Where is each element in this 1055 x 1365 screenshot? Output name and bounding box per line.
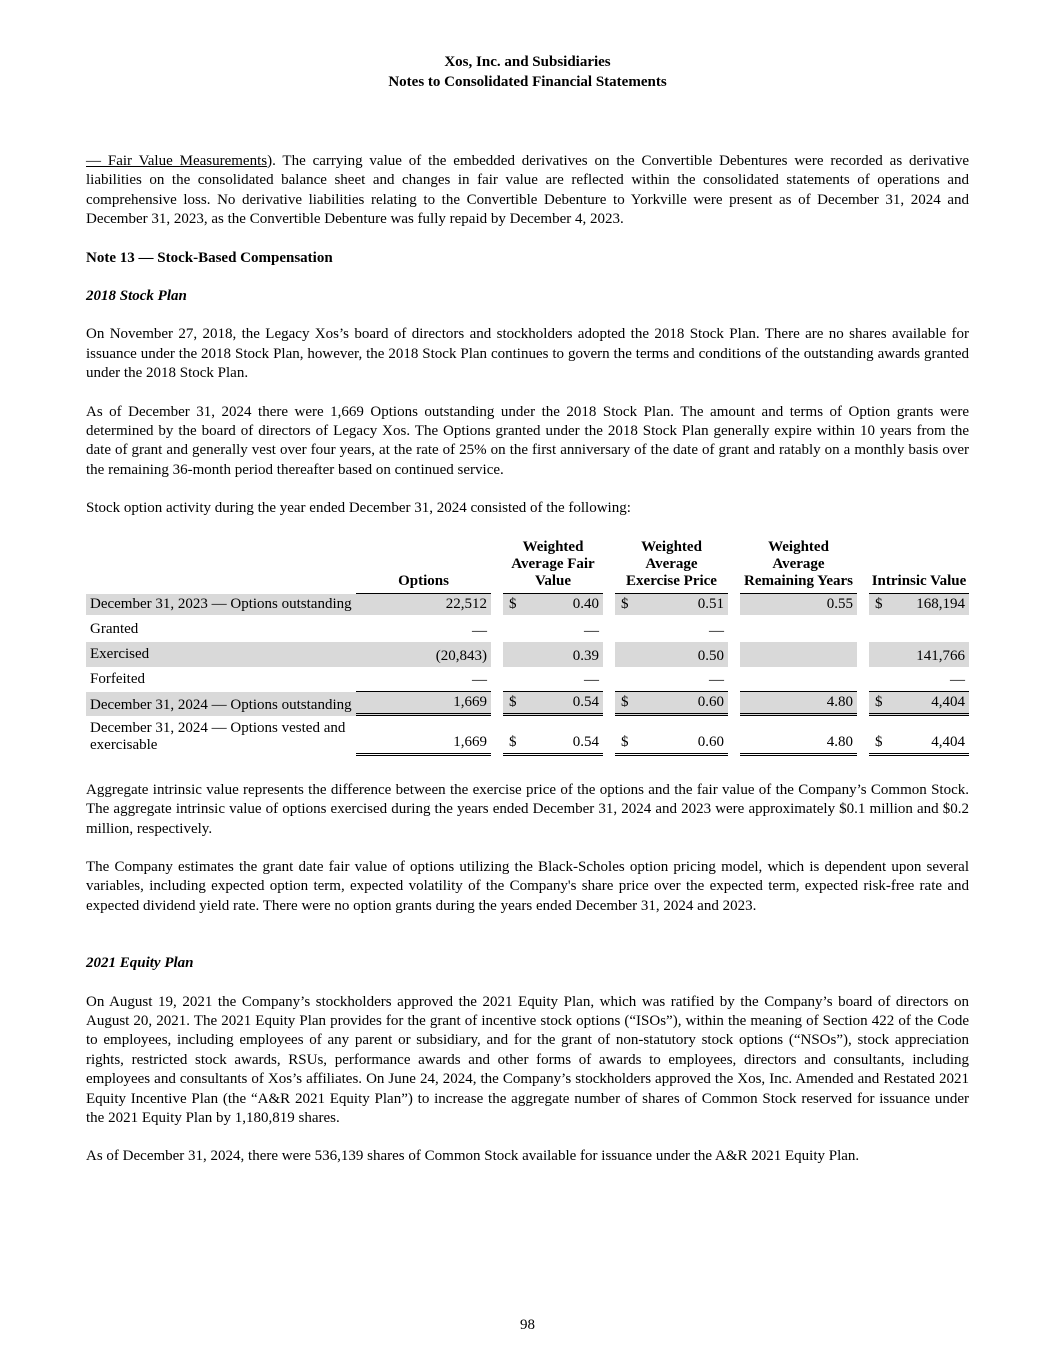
cell-remaining-years bbox=[740, 667, 857, 692]
cell-options: 1,669 bbox=[356, 692, 491, 716]
cell-intrinsic-value bbox=[891, 615, 969, 642]
cell-options: — bbox=[472, 622, 487, 639]
cell-exercise-price: 0.50 bbox=[637, 642, 728, 667]
cell-options: 1,669 bbox=[356, 716, 491, 756]
table-row bbox=[86, 692, 969, 716]
cell-currency: $ bbox=[869, 692, 891, 716]
cell-currency: $ bbox=[869, 716, 891, 756]
row-label: Exercised bbox=[86, 642, 356, 667]
cell-remaining-years bbox=[740, 642, 857, 667]
header-intrinsic-value: Intrinsic Value bbox=[869, 539, 969, 594]
row-label: Granted bbox=[90, 620, 139, 637]
plan-2021-heading: 2021 Equity Plan bbox=[86, 955, 194, 972]
cell-remaining-years: 4.80 bbox=[740, 716, 857, 756]
plan-2018-paragraph-1: On November 27, 2018, the Legacy Xos’s board of directors and stockholders adopted the 2018 Stock Plan. There are no shares available for issuance under the 2018 Stock Plan, however, the 2018 Stock Plan continues to govern the terms and conditions of the outstanding awards granted under the 2018 Stock Plan. bbox=[86, 326, 969, 382]
cell-currency: $ bbox=[615, 594, 637, 615]
cell-fair-value: 0.54 bbox=[525, 716, 603, 756]
cell-currency: $ bbox=[869, 594, 891, 615]
header-fair-value: Weighted Average Fair Value bbox=[503, 539, 603, 594]
plan-2021-paragraph-2: As of December 31, 2024, there were 536,139 shares of Common Stock available for issuance under the A&R 2021 Equity Plan. bbox=[86, 1148, 860, 1165]
cell-currency: $ bbox=[503, 692, 525, 716]
cell-exercise-price: — bbox=[637, 667, 728, 692]
table-row bbox=[86, 642, 969, 667]
cell-currency: $ bbox=[503, 716, 525, 756]
cell-fair-value: 0.39 bbox=[525, 642, 603, 667]
cell-currency: $ bbox=[503, 594, 525, 615]
cell-intrinsic-value: 168,194 bbox=[891, 594, 969, 615]
header-subtitle: Notes to Consolidated Financial Statements bbox=[388, 74, 667, 90]
cell-intrinsic-value: 4,404 bbox=[891, 716, 969, 756]
row-label: December 31, 2024 — Options outstanding bbox=[86, 692, 356, 716]
header-exercise-price: Weighted Average Exercise Price bbox=[615, 539, 728, 594]
cell-fair-value: 0.40 bbox=[525, 594, 603, 615]
cell-exercise-price: 0.51 bbox=[637, 594, 728, 615]
cell-currency: $ bbox=[615, 692, 637, 716]
cell-intrinsic-value: 4,404 bbox=[891, 692, 969, 716]
cell-remaining-years: 0.55 bbox=[740, 594, 857, 615]
note-heading: Note 13 — Stock-Based Compensation bbox=[86, 249, 333, 266]
cell-currency: $ bbox=[615, 716, 637, 756]
plan-2018-heading: 2018 Stock Plan bbox=[86, 288, 187, 305]
fair-value-link[interactable]: — Fair Value Measurements bbox=[86, 153, 268, 169]
cell-options: (20,843) bbox=[356, 642, 491, 667]
document-body bbox=[86, 152, 969, 1167]
aggregate-intrinsic-paragraph: Aggregate intrinsic value represents the difference between the exercise price of the options and the fair value of the Company’s Common Stock. The aggregate intrinsic value of options exercised during the years ended December 31, 2024 and 2023 were approximately $0.1 million and $0.2 million, respectively. bbox=[86, 781, 969, 837]
cell-fair-value: — bbox=[525, 667, 603, 692]
cell-options: 22,512 bbox=[356, 594, 491, 615]
header-remaining-years: Weighted Average Remaining Years bbox=[740, 539, 857, 594]
cell-fair-value: — bbox=[584, 622, 599, 639]
intro-paragraph bbox=[86, 152, 969, 230]
plan-2021-paragraph-1: On August 19, 2021 the Company’s stockholders approved the 2021 Equity Plan, which was ratified by the Company’s board of directors on August 20, 2021. The 2021 Equity Plan provides for the grant of incentive stock options (“ISOs”), within the meaning of Section 422 of the Code to employees, including employees of any parent or subsidiary, and for the grant of non-statutory stock options (“NSOs”), stock appreciation rights, restricted stock awards, RSUs, performance awards and other forms of awards to employees, directors and consultants, including employees and consultants of Xos’s affiliates. On June 24, 2024, the Company’s stockholders approved the Xos, Inc. Amended and Restated 2021 Equity Incentive Plan (the “A&R 2021 Equity Plan”) to increase the aggregate number of shares of Common Stock reserved for issuance under the 2021 Equity Plan by 1,180,819 shares. bbox=[86, 993, 969, 1126]
cell-fair-value: 0.54 bbox=[525, 692, 603, 716]
plan-2018-paragraph-2: As of December 31, 2024 there were 1,669 Options outstanding under the 2018 Stock Plan. The amount and terms of Option grants were determined by the board of directors of Legacy Xos. The Options granted under the 2018 Stock Plan generally expire within 10 years from the date of grant and generally vest over four years, at the rate of 25% on the first anniversary of the date of grant and ratably on a monthly basis over the remaining 36-month period thereafter based on continued service. bbox=[86, 403, 969, 478]
table-row bbox=[86, 716, 969, 756]
cell-intrinsic-value: 141,766 bbox=[891, 642, 969, 667]
table-row bbox=[86, 615, 969, 642]
cell-exercise-price: 0.60 bbox=[637, 716, 728, 756]
cell-intrinsic-value: — bbox=[891, 667, 969, 692]
table-row bbox=[86, 667, 969, 692]
row-label: Forfeited bbox=[90, 670, 145, 687]
row-label: December 31, 2023 — Options outstanding bbox=[86, 594, 356, 615]
plan-2018-paragraph-3: Stock option activity during the year ended December 31, 2024 consisted of the following: bbox=[86, 500, 631, 517]
intro-text: ). The carrying value of the embedded derivatives on the Convertible Debentures were recorded as derivative liabilities on the consolidated balance sheet and changes in fair value are reflected within the consolidated statements of operations and comprehensive loss. No derivative liabilities relating to the Convertible Debenture to Yorkville were present as of December 31, 2024 and December 31, 2023, as the Convertible Debenture was fully repaid by December 4, 2023. bbox=[86, 153, 969, 228]
row-label: December 31, 2024 — Options vested and exercisable bbox=[90, 719, 346, 753]
cell-exercise-price: 0.60 bbox=[637, 692, 728, 716]
header-options: Options bbox=[356, 539, 491, 594]
stock-option-table bbox=[86, 539, 969, 756]
cell-options: — bbox=[356, 667, 491, 692]
black-scholes-paragraph: The Company estimates the grant date fair value of options utilizing the Black-Scholes option pricing model, which is dependent upon several variables, including expected option term, expected volatility of the Company's share price over the expected term, expected risk-free rate and expected dividend yield rate. There were no option grants during the years ended December 31, 2024 and 2023. bbox=[86, 858, 969, 914]
page-number: 98 bbox=[520, 1317, 535, 1333]
cell-remaining-years bbox=[740, 615, 857, 642]
page-header bbox=[0, 52, 1055, 92]
cell-remaining-years: 4.80 bbox=[740, 692, 857, 716]
cell-exercise-price: — bbox=[709, 622, 724, 639]
table-row bbox=[86, 594, 969, 615]
company-name: Xos, Inc. and Subsidiaries bbox=[444, 54, 611, 70]
